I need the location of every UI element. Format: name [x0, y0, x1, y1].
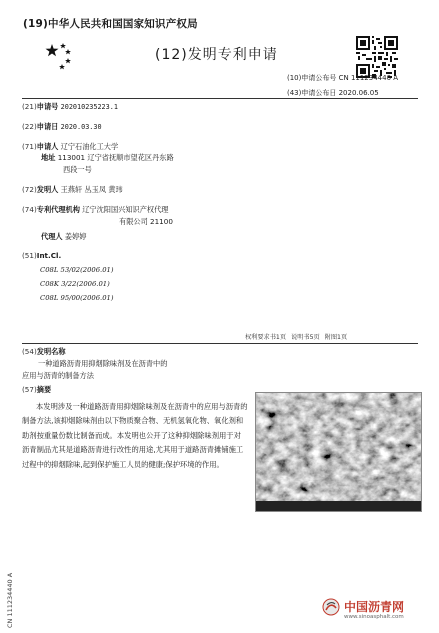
page-count: 权利要求书1页 说明书5页 附图1页: [245, 334, 348, 341]
abstract-heading: [22, 384, 51, 395]
classification-item: C08K 3/22(2006.01): [40, 280, 110, 288]
field-label: 地址: [41, 153, 56, 162]
agent-name: 姜婷婷: [64, 232, 87, 241]
field-label: 发明人: [36, 185, 59, 194]
application-number-row: [22, 101, 118, 113]
invention-title-line-1: 一种道路沥青用抑烟除味剂及在沥青中的: [38, 359, 168, 368]
field-code: (74): [22, 205, 37, 214]
field-code: (51): [22, 251, 37, 260]
field-code: (57): [22, 385, 37, 394]
inventors-row: [22, 184, 123, 195]
address-line-2: 西段一号: [63, 165, 92, 174]
field-label: 摘要: [36, 385, 52, 394]
abstract-figure-micrograph: [255, 392, 422, 512]
watermark-logo-icon: [322, 598, 340, 616]
abstract-text: 本发明涉及一种道路沥青用抑烟除味剂及在沥青中的应用与沥青的制备方法,该抑烟除味剂由以下物质聚合物、无机氢氧化物、氧化剂和助剂按重量份数比制备而成。本发明也公开了这种抑烟除味剂用于对沥青制品尤其是道路沥青进行改性的用途,尤其用于道路沥青摊铺施工过程中的抑烟除味,起到保护施工人员的健康;保护环境的作用。: [22, 402, 248, 469]
field-label: 专利代理机构: [36, 205, 80, 214]
address-line-1: 113001 辽宁省抚顺市望花区丹东路: [57, 153, 174, 162]
invention-title-line-2: 应用与沥青的制备方法: [22, 371, 94, 380]
qr-code-icon: [356, 36, 398, 78]
side-publication-number-text: CN 111234440 A: [6, 572, 14, 628]
invention-title-heading: [22, 346, 66, 357]
publication-number: (10)申请公布号 CN 111234440 A: [287, 74, 399, 82]
int-cl-row: [22, 250, 61, 261]
field-label: Int.Cl.: [36, 251, 62, 260]
address-row: [41, 152, 174, 163]
field-label: 申请号: [36, 102, 59, 111]
application-number: 202010235223.1: [60, 103, 118, 111]
section-divider: [22, 343, 418, 344]
side-publication-number: [2, 568, 16, 628]
document-type-title: (12)发明专利申请: [155, 47, 278, 63]
field-code: (22): [22, 122, 37, 131]
agency-row: [22, 204, 168, 215]
classification-item: C08L 95/00(2006.01): [40, 294, 114, 302]
agent-row: [41, 231, 86, 242]
agency-line-1: 辽宁沈阳国兴知识产权代理: [82, 205, 169, 214]
field-label: 发明名称: [36, 347, 66, 356]
classification-item: C08L 53/02(2006.01): [40, 266, 114, 274]
inventor-names: 王燕轩 丛玉凤 黄玮: [60, 185, 123, 194]
applicant-row: [22, 141, 118, 152]
field-label: 申请日: [36, 122, 59, 131]
field-code: (72): [22, 185, 37, 194]
application-date: 2020.03.30: [60, 123, 102, 131]
watermark-name: 中国沥青网: [344, 600, 405, 614]
classification-list: [40, 263, 114, 305]
field-label: 申请人: [36, 142, 59, 151]
field-code: (71): [22, 142, 37, 151]
applicant-name: 辽宁石油化工大学: [60, 142, 119, 151]
field-code: (21): [22, 102, 37, 111]
patent-office-name: (19)中华人民共和国国家知识产权局: [23, 18, 198, 30]
application-date-row: [22, 121, 102, 133]
watermark-url: www.sinoasphalt.com: [344, 614, 404, 620]
national-emblem-icon: [44, 40, 78, 74]
header-divider: [22, 98, 418, 99]
publication-date: (43)申请公布日 2020.06.05: [287, 89, 379, 97]
field-code: (54): [22, 347, 37, 356]
field-label: 代理人: [41, 232, 63, 241]
agency-line-2: 有限公司 21100: [119, 217, 173, 226]
